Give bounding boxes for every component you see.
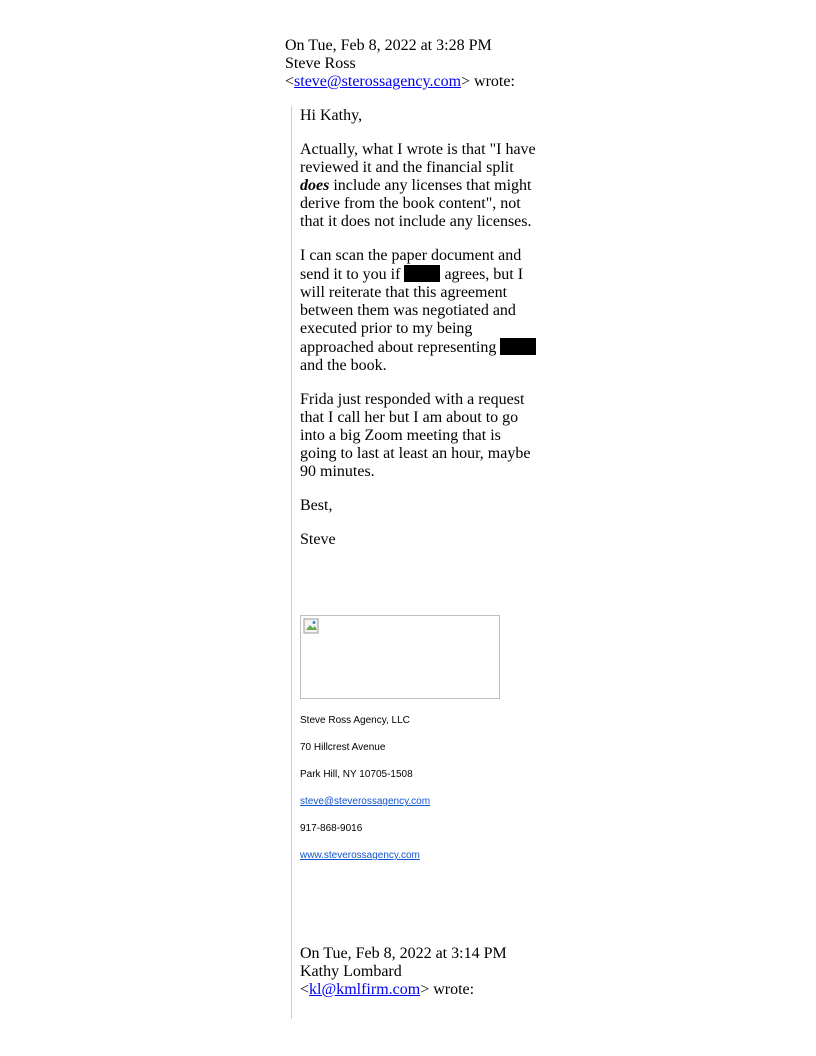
paragraph-frida: Frida just responded with a request that I call her but I am about to go into a big Zoom meeting that is going to last at least an hour, maybe 90 minutes. [300, 391, 531, 480]
angle-open: < [300, 981, 310, 998]
paragraph-licenses-text-b: include any licenses that might derive from the book content", not that it does not include any licenses. [300, 177, 532, 230]
wrote-label: > wrote: [420, 981, 475, 998]
signature-email-link[interactable]: steve@steverossagency.com [300, 796, 431, 807]
redaction-box [404, 265, 440, 282]
signature-street: 70 Hillcrest Avenue [300, 742, 386, 753]
signature-email [300, 796, 520, 808]
signature-logo-image [300, 615, 500, 699]
paragraph-scan-text-a: I can scan the paper document and send it to you if [300, 247, 522, 283]
signature-city: Park Hill, NY 10705-1508 [300, 769, 413, 780]
reply-sender-line [285, 73, 545, 91]
reply-header [285, 37, 545, 91]
reply-sender-name: Steve Ross [285, 55, 356, 72]
signature-website [300, 850, 520, 862]
wrote-label: > wrote: [461, 73, 515, 90]
quoted-sender-line [300, 981, 540, 999]
angle-open: < [285, 73, 295, 90]
broken-image-icon [303, 618, 319, 634]
emphasis-does: does [300, 177, 330, 194]
quoted-date: On Tue, Feb 8, 2022 at 3:14 PM [300, 945, 507, 962]
signature-company: Steve Ross Agency, LLC [300, 715, 410, 726]
reply-date: On Tue, Feb 8, 2022 at 3:28 PM [285, 37, 492, 54]
closing: Best, [300, 497, 333, 514]
signature-phone: 917-868-9016 [300, 823, 363, 834]
paragraph-scan-text-c: and the book. [300, 357, 387, 374]
sender-email-link[interactable]: steve@sterossagency.com [294, 73, 462, 90]
message-body [300, 107, 540, 565]
quote-bar [291, 106, 292, 1019]
quoted-header [300, 945, 540, 999]
quoted-sender-name: Kathy Lombard [300, 963, 402, 980]
signoff-name: Steve [300, 531, 336, 548]
paragraph-scan [300, 247, 540, 375]
paragraph-licenses [300, 141, 540, 231]
signature-website-link[interactable]: www.steverossagency.com [300, 850, 420, 861]
redaction-box [500, 338, 536, 355]
paragraph-licenses-text-a: Actually, what I wrote is that "I have reviewed it and the financial split [300, 141, 536, 176]
paragraph-scan-text-b: agrees, but I will reiterate that this agreement between them was negotiated and executed prior to my being approached about representing [300, 266, 524, 356]
quoted-email-link[interactable]: kl@kmlfirm.com [309, 981, 421, 998]
greeting: Hi Kathy, [300, 107, 363, 124]
